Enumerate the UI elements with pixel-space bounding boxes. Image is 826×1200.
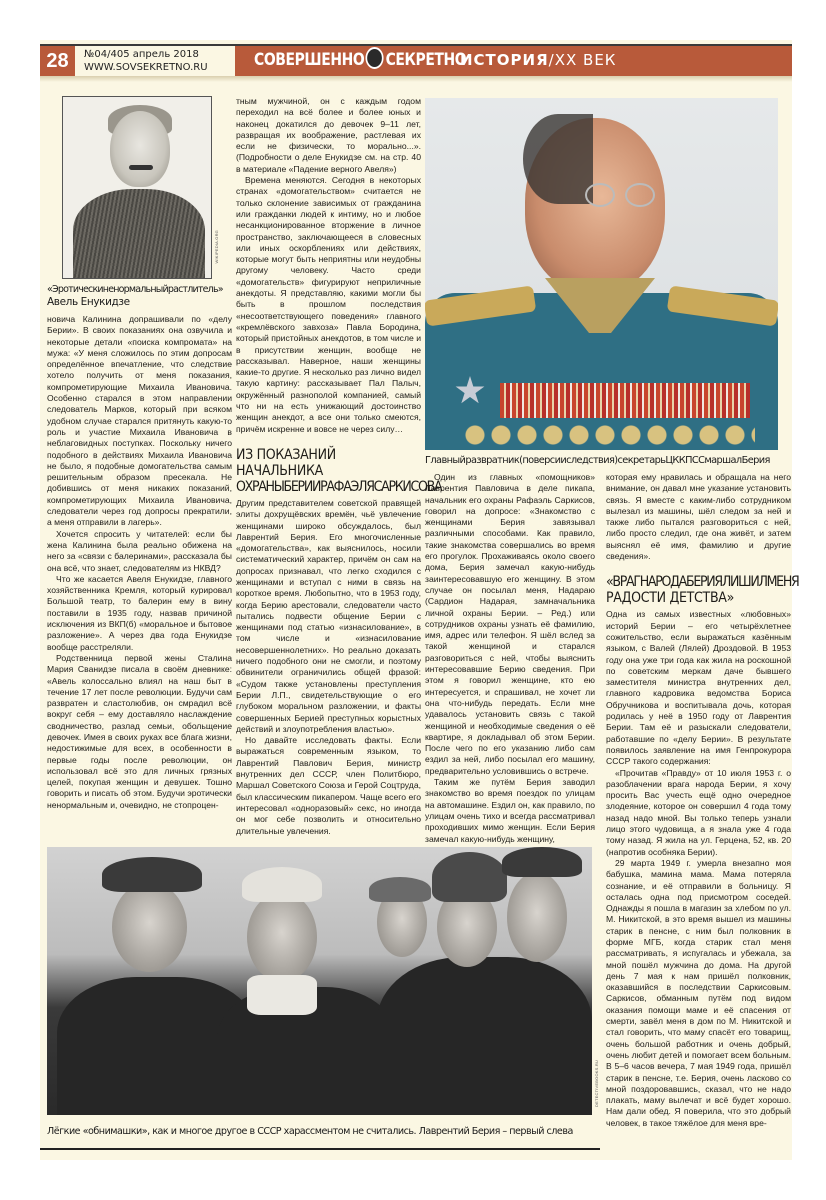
figure-face xyxy=(247,892,317,982)
figure-scarf xyxy=(247,975,317,1015)
subheading-sarkisov xyxy=(236,446,442,495)
paragraph: тным мужчиной, он с каждым годом переходил на всё более и более юных и наконец докатился до девочек 9–11 лет, развращая их воображение, растлевая их если не физически, то морально...». (Подробности о деле Енукидзе см. на стр. 40 в материале «Падение верного Авеля») xyxy=(236,96,421,174)
subheading-line1: «ВРАГНАРОДАБЕРИЯЛИШИЛМЕНЯ xyxy=(606,574,799,591)
subheading-line2: ОХРАНЫБЕРИИРАФАЭЛЯСАРКИСОВА xyxy=(236,478,442,495)
medal-ribbons xyxy=(500,383,750,418)
pince-nez-right xyxy=(625,183,655,207)
emblem-icon xyxy=(366,47,384,69)
section-main: ИСТОРИЯ xyxy=(460,51,549,69)
page-header xyxy=(40,46,792,76)
portrait-mustache xyxy=(129,165,153,170)
figure-papakha xyxy=(432,852,507,902)
brand-right: СЕКРЕТНО xyxy=(385,50,467,70)
paragraph: Одна из самых известных «любовных» историй Берии – его четырёхлетнее сожительство, если выражаться казённым языком, с Валей (Лялей) Дроздовой. В 1953 году она уже три года как жила на роскошной по советским меркам даче бывшего заместителя министра внутренних дел, главного кадровика ведомства Бориса Обручникова и воспитывала дочь, которая родилась у неё в 1950 году от Лаврентия Берии. Там её и разыскали следователи, работавшие по «делу Берии». В результате появилось заявление на имя Генпрокурора СССР такого содержания: xyxy=(606,609,791,767)
issue-info xyxy=(84,48,208,74)
figure-face xyxy=(507,872,567,962)
pince-nez-left xyxy=(585,183,615,207)
paragraph: Времена меняются. Сегодня в некоторых странах «домогательством» считается не только склонение зависимых от гражданина или гражданки людей к интиму, но и любое несанкционированное вторжение в личное пространство, заключающееся в словесных или иных оскорблениях или действиях, которые могут быть неприятны или неудобны другому человеку. Часто среди «домогательств» фигурируют неприличные анекдоты. Я представляю, какими могли бы быть в прошлом последствия «несоответствующего поведения» главного «кремлёвского завхоза» Павла Бородина, который пристойных анекдотов, в том числе и в присутствии женщин, вообще не рассказывал. Наверное, наши женщины какие-то другие. Я несколько раз лично видел такую картину: рассказывает Пал Палыч, окружённый разнополой компанией, самый что ни на есть унижающий достоинство женщин анекдот, а все они только смеются, причём искренне и вовсе не через силу… xyxy=(236,175,421,434)
brand-left: СОВЕРШЕННО xyxy=(254,50,365,70)
column-3 xyxy=(425,472,595,845)
portrait-hair xyxy=(523,114,593,204)
photo-credit: DETECTIVEBOOKS.RU xyxy=(594,1060,599,1107)
subheading-line1: ИЗ ПОКАЗАНИЙ НАЧАЛЬНИКА xyxy=(236,446,336,479)
paragraph: Хочется спросить у читателей: если бы жена Калинина была реально обижена на него за «связи с балеринами», рассказала бы она всё, что знает, следователям из НКВД? xyxy=(47,528,232,573)
section-title xyxy=(460,51,616,69)
medals xyxy=(465,420,755,450)
paragraph: Что же касается Авеля Енукидзе, главного хозяйственника Кремля, который курировал Большой театр, то балерин ему в вину поставили в 1935 году, назвав причиной исключения из ВКП(б) «моральное и бытовое разложение». А через два года Енукидзе вообще расстреляли. xyxy=(47,573,232,652)
website-link[interactable]: WWW.SOVSEKRETNO.RU xyxy=(84,62,208,73)
figure-cap xyxy=(369,877,431,902)
paragraph: Таким же путём Берия заводил знакомство во время поездок по улицам на автомашине. Ездил он, как правило, по улицам очень тихо и всегда рассматривал проходивших мимо женщин. Если Берия замечал какую-нибудь женщину, xyxy=(425,777,595,844)
bottom-rule xyxy=(40,1148,600,1150)
enukidze-portrait xyxy=(62,96,212,279)
figure-coat xyxy=(377,957,592,1115)
page-number: 28 xyxy=(40,46,75,76)
brand-logo xyxy=(254,49,466,71)
beria-caption: Главныйразвратник(поверсииследствия)секретарьЦККПССмаршалБерия xyxy=(425,455,770,466)
group-caption: Лёгкие «обнимашки», как и многое другое в СССР харассментом не считались. Лаврентий Берия – первый слева xyxy=(47,1126,573,1137)
column-1 xyxy=(47,314,232,811)
paragraph: Один из главных «помощников» Лаврентия Павловича в деле пикапа, начальник его охраны Рафаэль Саркисов, говорил на допросе: «Знакомство с женщинами Берия завязывал различными способами. Как правило, такие знакомства совершались во время его прогулок. Прохаживаясь около своего дома, Берия замечал какую-нибудь заинтересовавшую его женщину. В этом случае он посылал меня, Надараю (Сардион Надарая, замначальника личной охраны Берии. – Ред.) или сотрудников охраны узнать её фамилию, имя, адрес или телефон. Я шёл вслед за такой женщиной и старался разговориться с ней, чтобы выяснить интересовавшие Берию сведения. При этом я говорил женщине, кто ею интересуется, и спрашивал, не хочет ли она что-нибудь передать. Если мне удавалось установить связь с такой женщиной и необходимые сведения о её квартире, я докладывал об этом Берии. После чего по его указанию либо сам ездил за ней, либо посылал его машину, предварительно условившись о встрече. xyxy=(425,472,595,776)
paragraph: Родственница первой жены Сталина Мария Сванидзе писала в своём дневнике: «Авель колоссально влиял на наш быт в течение 17 лет после революции. Будучи сам развратен и сластолюбив, он смрадил всё вокруг себя – ему доставляло наслаждение сводничество, разлад семьи, обольщение девочек. Имея в своих руках все блага жизни, недостижимые для всех, в особенности в первые годы после революции, он использовал всё это для личных грязных целей, покупая женщин и девушек. Тошно говорить и писать об этом. Будучи эротически ненормальным и, очевидно, не стопроцен- xyxy=(47,652,232,810)
paragraph: «Прочитав «Правду» от 10 июля 1953 г. о разоблачении врага народа Берии, я хочу просить Вас учесть ещё одно очередное злодеяние, которое он совершил 4 года тому назад надо мной. Вы только теперь узнали лицо этого чудовища, а я знала уже 4 года тому назад. Я жила на ул. Герцена, 52, кв. 20 (напротив особняка Берии). xyxy=(606,767,791,857)
column-4 xyxy=(606,472,799,1129)
issue-number: №04/405 апрель 2018 xyxy=(84,49,199,60)
figure-beret xyxy=(242,867,322,902)
section-sub: /XX ВЕК xyxy=(548,51,617,69)
portrait-head xyxy=(110,111,170,187)
beria-portrait xyxy=(425,98,778,450)
figure-cap xyxy=(502,847,582,877)
paragraph: Но давайте исследовать факты. Если выражаться современным языком, то Лаврентий Павлович Берия, министр внутренних дел СССР, член Политбюро, Маршал Советского Союза и Герой Соцтруда, был классическим пикапером. Чаще всего его интересовал «одноразовый» секс, но иногда он мог себе позволить и относительно длительные увлечения. xyxy=(236,735,421,836)
figure-face xyxy=(112,882,187,972)
paragraph: которая ему нравилась и обращала на него внимание, он давал мне указание установить связь. Я вместе с каким-либо сотрудником вылезал из машины, шёл следом за ней и также либо пытался разговориться с ней, либо просто следил, где она живёт, и затем выяснял её имя, фамилию и другие сведения». xyxy=(606,472,791,562)
header-torn-edge xyxy=(40,76,792,82)
subheading-drozdova xyxy=(606,574,799,607)
subheading-line2: РАДОСТИ ДЕТСТВА» xyxy=(606,590,735,607)
photo-credit: WIKIPEDIA.ORG xyxy=(214,230,219,264)
enukidze-caption xyxy=(47,284,232,308)
group-photo xyxy=(47,847,592,1115)
figure-cap xyxy=(102,857,202,892)
column-2 xyxy=(236,96,442,837)
enukidze-caption-line2: Авель Енукидзе xyxy=(47,296,130,308)
paragraph: Другим представителем советской правящей элиты дохрущёвских времён, чьё увлечение женщинами широко обсуждалось, был Лаврентий Берия. Его многочисленные «домогательства», как выяснилось, носили систематический характер, причём он сам на допросах признавал, что легко сходился с женщинами и вступал с ними в связь на короткое время. Любопытно, что в 1953 году, когда Берию арестовали, следователи часто пытались подвести общение Берии с женщинами под статью «изнасилование», в том числе и «изнасилование несовершеннолетних». Но реально доказать ничего подобного они не смогли, и поэтому обвинители ограничились общей фразой: «Судом также установлены преступления Берии Л.П., свидетельствующие о его глубоком моральном разложении, и факты совершенных Берией преступных корыстных действий и злоупотребления властью». xyxy=(236,497,421,734)
portrait-body xyxy=(73,189,205,279)
enukidze-caption-line1: «Эротическиненормальныйрастлитель» xyxy=(47,284,223,295)
paragraph: новича Калинина допрашивали по «делу Берии». В своих показаниях она озвучила и некоторые детали «поиска компромата» на мужа: «У меня сложилось по этим допросам определённое впечатление, что следствие хотело получить от меня показания, компрометирующие Михаила Ивановича. Особенно старался в этом направлении следователь Марков, который при всяком удобном случае старался притянуть какую-то роль и участие Михаила Ивановича в неблаговидных поступках. Поскольку ничего подобного в действиях Михаила Ивановича не было, я подобные домогательства самым решительным образом пресекала. Не добившись от меня никаких показаний, компрометирующих Михаила Ивановича, следователи через год допросы прекратили, а меня отправили в лагерь». xyxy=(47,314,232,528)
paragraph: 29 марта 1949 г. умерла внезапно моя бабушка, мамина мама. Мама потеряла сознание, и её отправили в больницу. Я осталась одна под присмотром соседей. Однажды я пошла в магазин за хлебом по ул. М. Никитской, в это время вышел из машины старик в пенсне, с ним был полковник в форме МГБ, когда старик стал меня рассматривать, я испугалась и убежала, за мной пошёл мужчина до дома. На другой день 7 мая к нам пришёл полковник, оказавшийся в последствии Саркисовым. Саркисов, обманным путём под видом оказания помощи маме и её спасения от смерти, завёл меня в дом по М. Никитской и стал говорить, что маму спасёт его товарищ, очень большой работник и очень добрый, очень любит детей и помогает всем больным. В 5–6 часов вечера, 7 мая 1949 года, пришёл старик в пенсне, т.е. Берия, очень ласково со мной поздоровавшись, сказал, что не надо плакать, маму вылечат и всё будет хорошо. Нам дали обед. Я поверила, что это добрый человек, в такое тяжёлое для меня вре- xyxy=(606,857,791,1128)
